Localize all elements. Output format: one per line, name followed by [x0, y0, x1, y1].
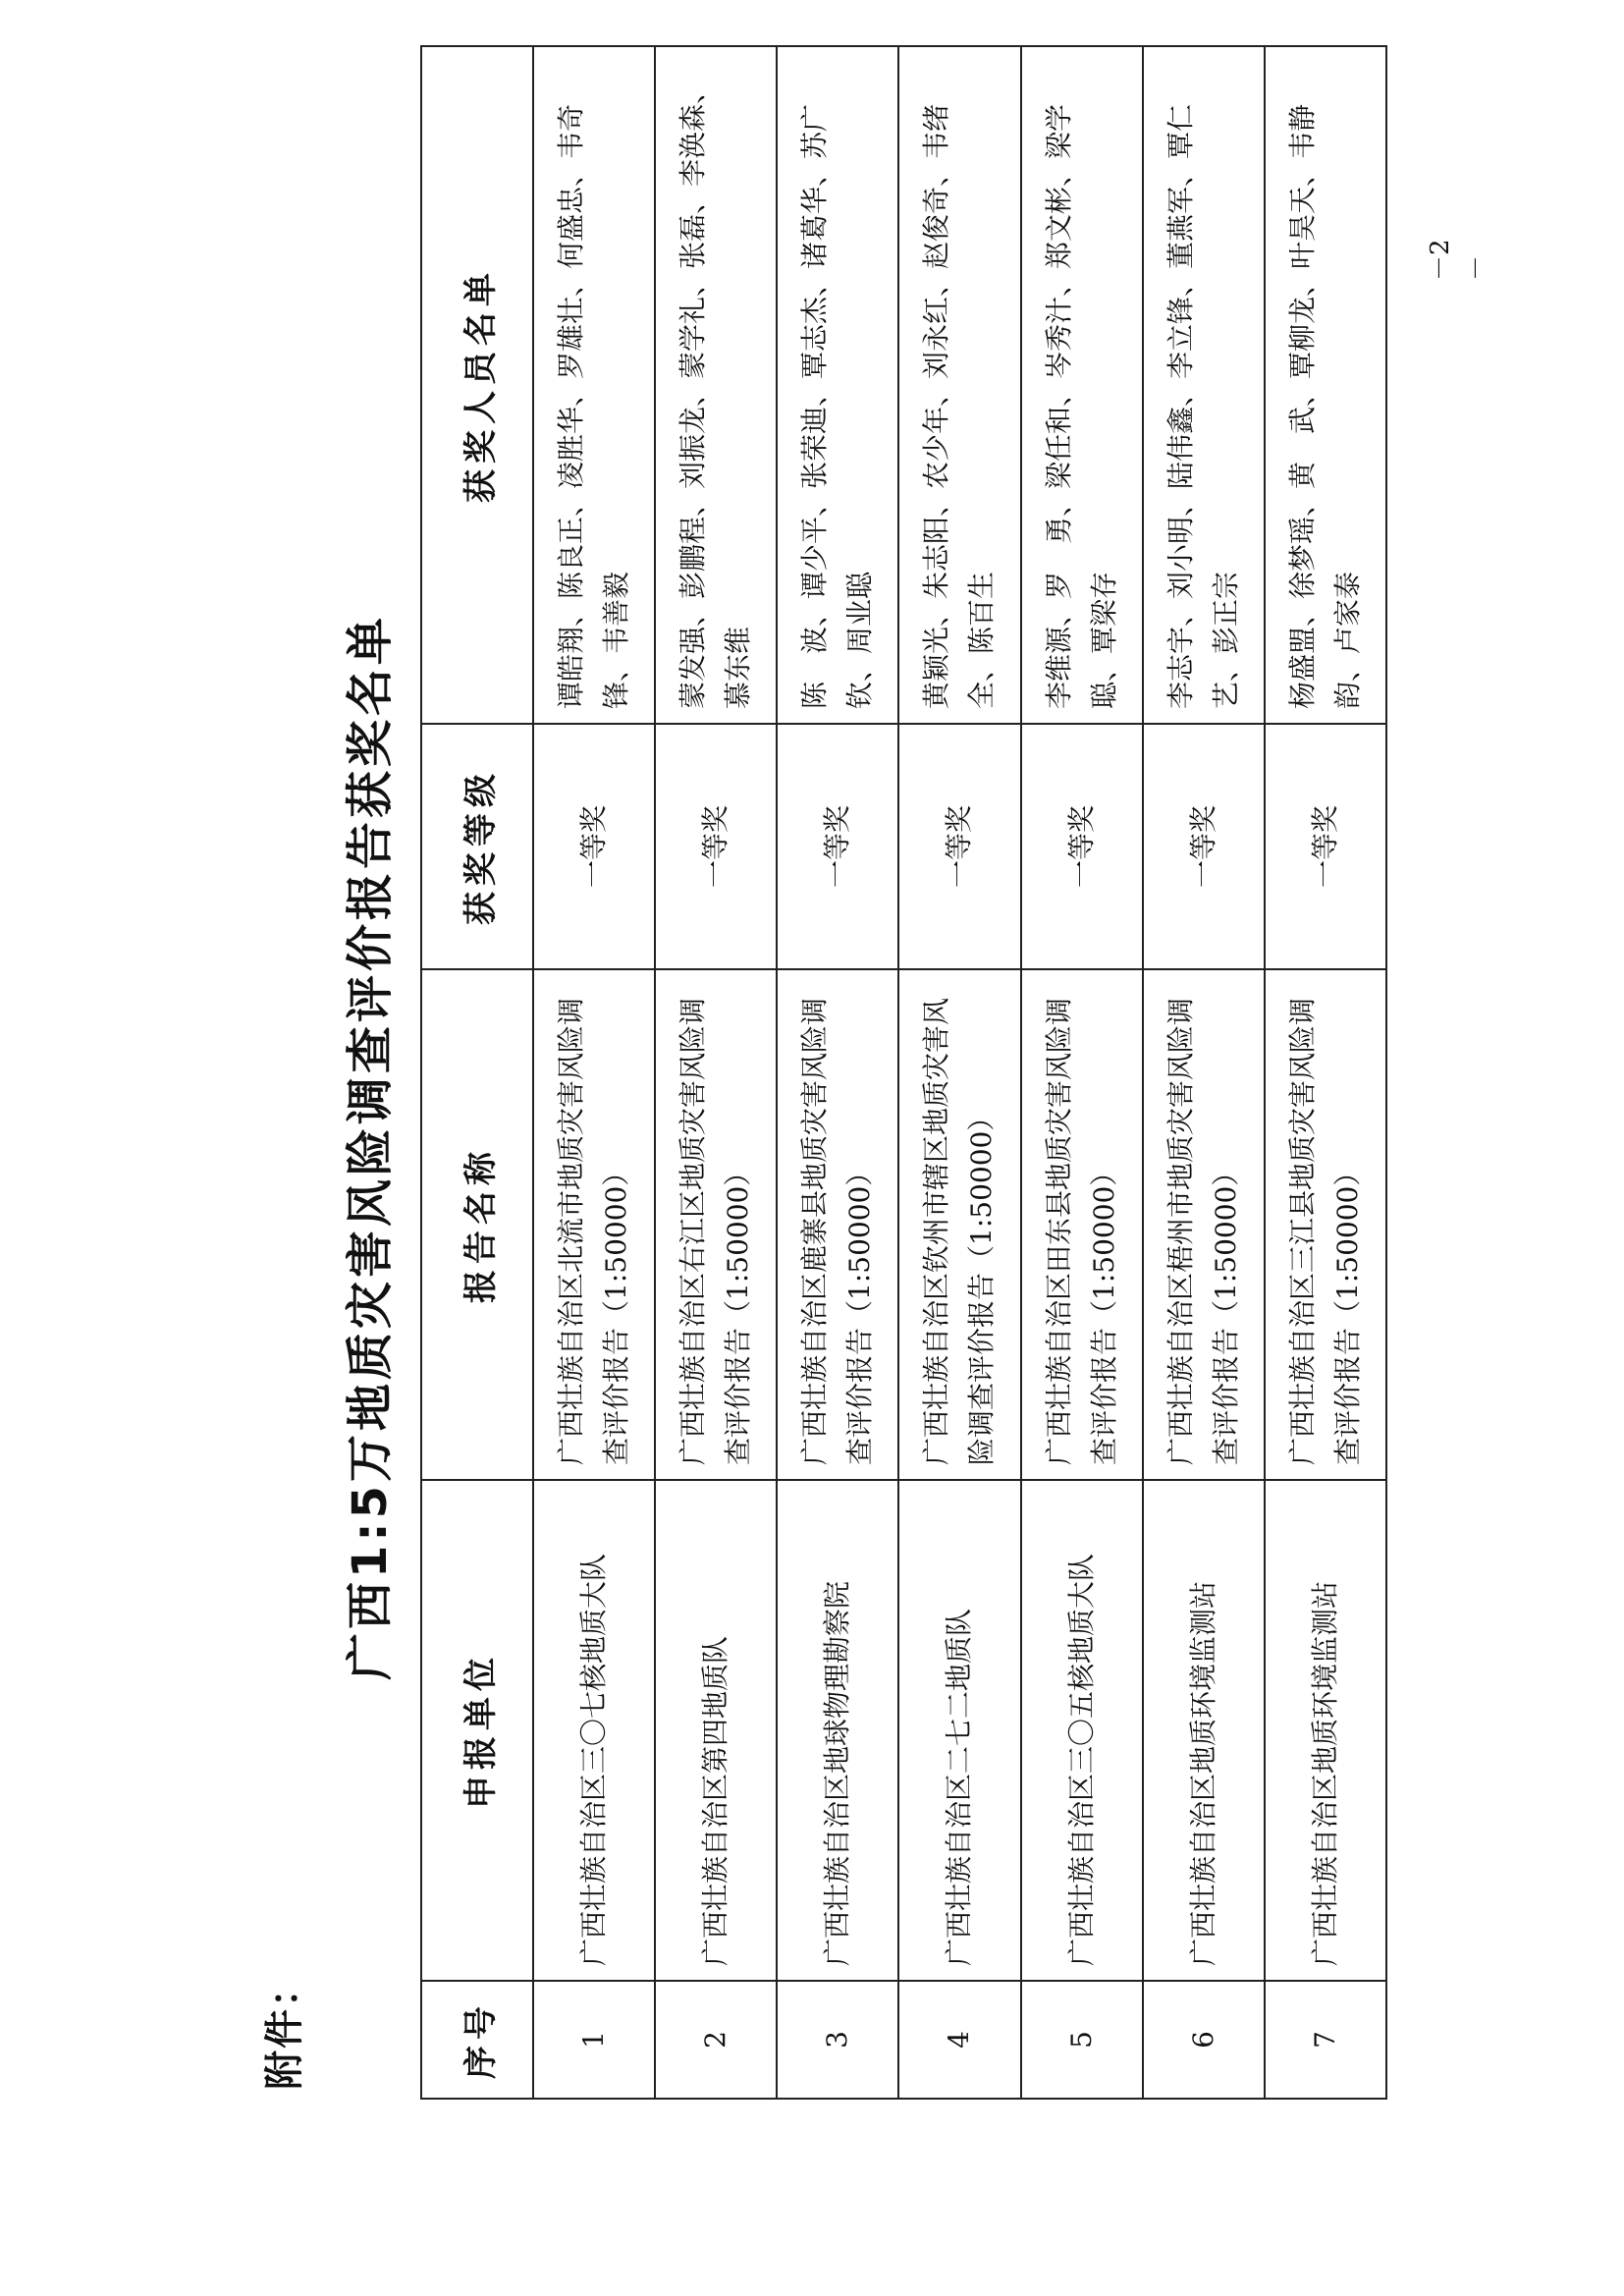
row-level: 一等奖 — [777, 724, 898, 969]
row-winners: 李维源、罗 勇、梁任和、岑秀汁、郑文彬、梁学聪、覃梁存 — [1021, 46, 1143, 724]
row-report: 广西壮族自治区梧州市地质灾害风险调查评价报告（1:50000） — [1143, 969, 1265, 1480]
row-winners: 黄颖光、朱志阳、农少年、刘永红、赵俊奇、韦绪全、陈百生 — [898, 46, 1020, 724]
header-winners: 获奖人员名单 — [421, 46, 533, 724]
rotated-content — [253, 76, 1412, 2119]
document-title: 广西1:5万地质灾害风险调查评价报告获奖名单 — [343, 614, 398, 1680]
row-no: 6 — [1143, 1981, 1265, 2099]
table-header-row — [421, 46, 533, 2099]
row-winners: 谭皓翔、陈良正、凌胜华、罗雄壮、何盛忠、韦奇锋、韦善毅 — [533, 46, 655, 724]
header-level: 获奖等级 — [421, 724, 533, 969]
row-level: 一等奖 — [533, 724, 655, 969]
table-row — [1021, 46, 1143, 2099]
row-level: 一等奖 — [1021, 724, 1143, 969]
table-row — [1265, 46, 1386, 2099]
row-unit: 广西壮族自治区地质环境监测站 — [1143, 1480, 1265, 1981]
row-report: 广西壮族自治区右江区地质灾害风险调查评价报告（1:50000） — [655, 969, 777, 1480]
row-unit: 广西壮族自治区二七二地质队 — [898, 1480, 1020, 1981]
row-report: 广西壮族自治区田东县地质灾害风险调查评价报告（1:50000） — [1021, 969, 1143, 1480]
header-report: 报告名称 — [421, 969, 533, 1480]
row-winners: 李志宇、刘小明、陆伟鑫、李立锋、董燕军、覃仁艺、彭正宗 — [1143, 46, 1265, 724]
row-no: 2 — [655, 1981, 777, 2099]
row-no: 4 — [898, 1981, 1020, 2099]
row-report: 广西壮族自治区三江县地质灾害风险调查评价报告（1:50000） — [1265, 969, 1386, 1480]
table-row — [655, 46, 777, 2099]
header-unit: 申报单位 — [421, 1480, 533, 1981]
row-level: 一等奖 — [655, 724, 777, 969]
row-no: 3 — [777, 1981, 898, 2099]
row-report: 广西壮族自治区鹿寨县地质灾害风险调查评价报告（1:50000） — [777, 969, 898, 1480]
row-unit: 广西壮族自治区三〇七核地质大队 — [533, 1480, 655, 1981]
row-unit: 广西壮族自治区地球物理勘察院 — [777, 1480, 898, 1981]
table-row — [1143, 46, 1265, 2099]
row-unit: 广西壮族自治区三〇五核地质大队 — [1021, 1480, 1143, 1981]
page-number: －2－ — [1426, 239, 1491, 281]
attachment-label: 附件： — [262, 1966, 307, 2090]
row-report: 广西壮族自治区钦州市辖区地质灾害风险调查评价报告（1:50000） — [898, 969, 1020, 1480]
awards-table — [420, 45, 1387, 2100]
row-winners: 蒙发强、彭鹏程、刘振龙、蒙学礼、张磊、李涣森、慕东维 — [655, 46, 777, 724]
row-winners: 陈 波、谭少平、张荣迪、覃志杰、诸葛华、苏广钦、周业聪 — [777, 46, 898, 724]
header-no: 序号 — [421, 1981, 533, 2099]
table-row — [777, 46, 898, 2099]
row-no: 7 — [1265, 1981, 1386, 2099]
row-level: 一等奖 — [898, 724, 1020, 969]
row-level: 一等奖 — [1143, 724, 1265, 969]
row-level: 一等奖 — [1265, 724, 1386, 969]
row-report: 广西壮族自治区北流市地质灾害风险调查评价报告（1:50000） — [533, 969, 655, 1480]
row-unit: 广西壮族自治区地质环境监测站 — [1265, 1480, 1386, 1981]
row-unit: 广西壮族自治区第四地质队 — [655, 1480, 777, 1981]
table-row — [898, 46, 1020, 2099]
row-no: 1 — [533, 1981, 655, 2099]
table-row — [533, 46, 655, 2099]
row-no: 5 — [1021, 1981, 1143, 2099]
row-winners: 杨盛盟、徐梦瑶、黄 武、覃柳龙、叶昊天、韦静韵、卢家泰 — [1265, 46, 1386, 724]
